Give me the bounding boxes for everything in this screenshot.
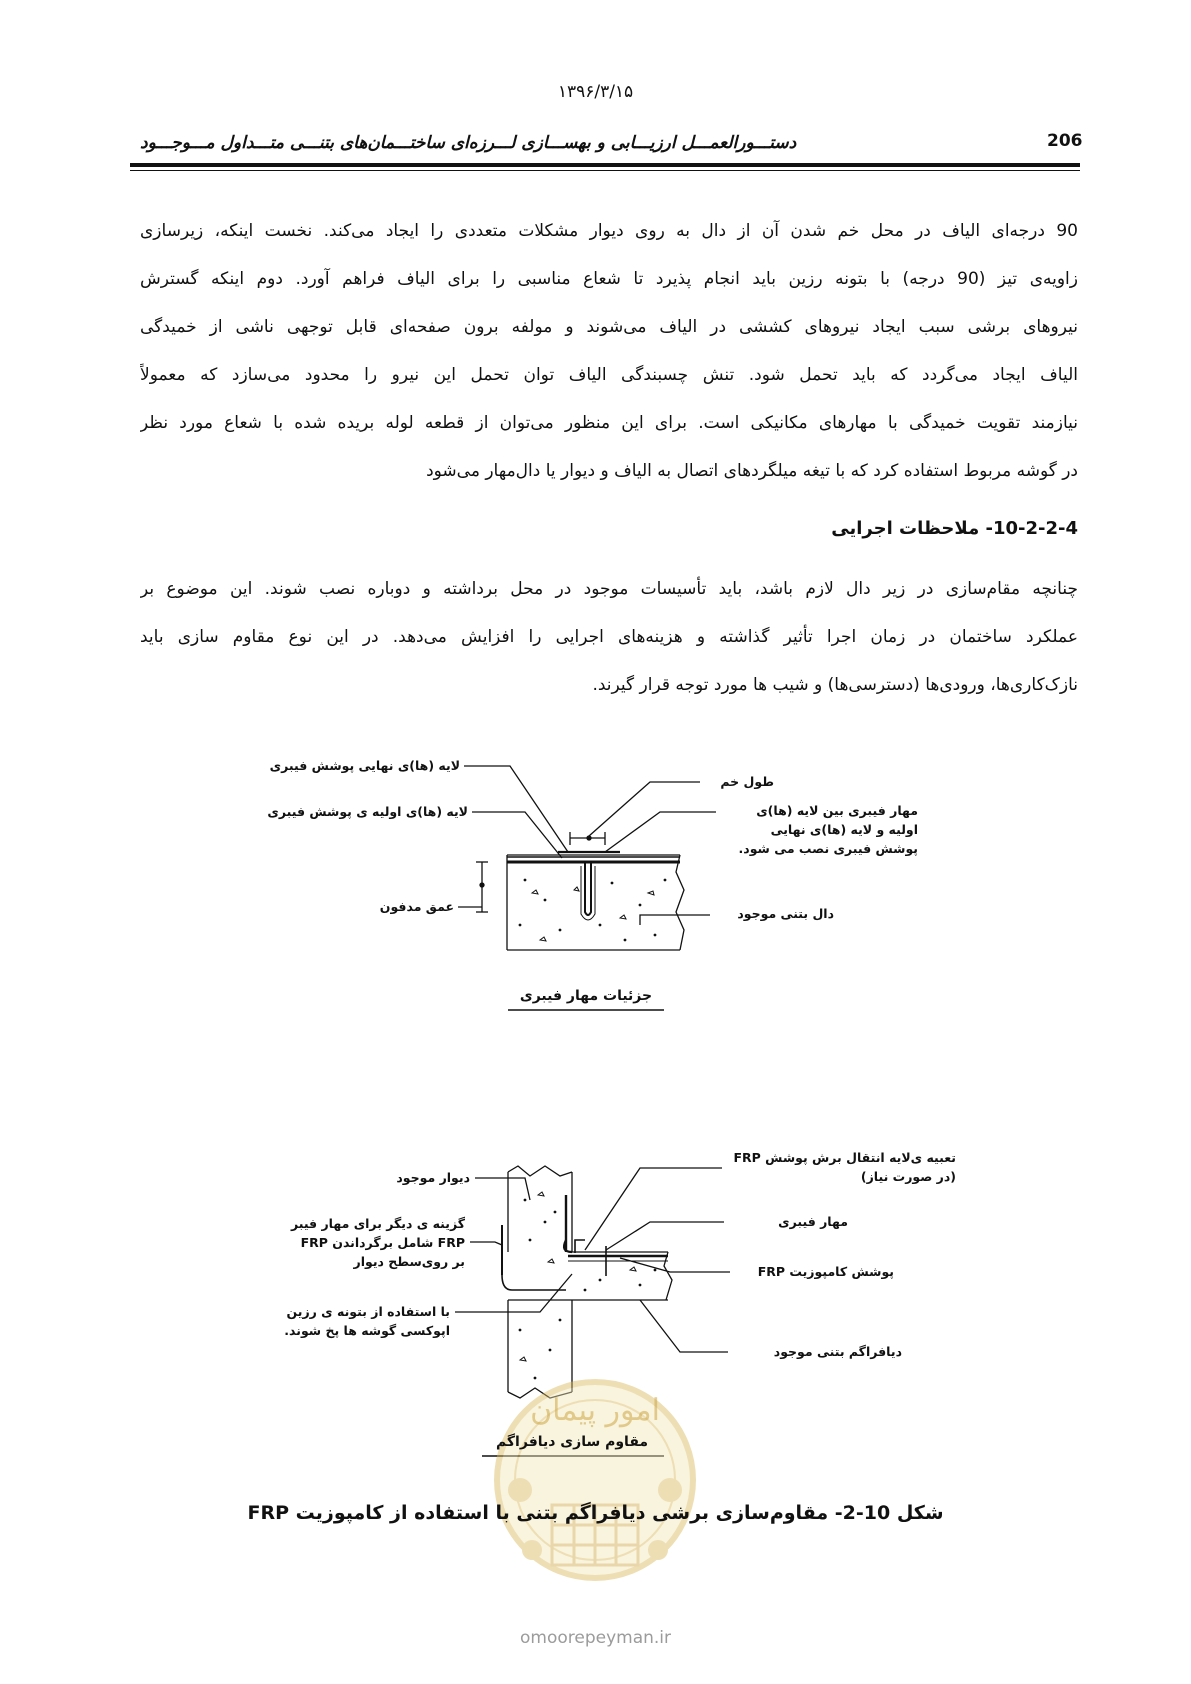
fiber-anchor-detail-drawing	[458, 766, 716, 1010]
text-line: چنانچه مقام‌سازی در زیر دال لازم باشد، باید تأسیسات موجود در محل برداشته و دوباره نصب شوند. این موضوع بر	[140, 579, 1078, 599]
label-bend-length: طول خم	[720, 774, 774, 789]
figure-caption: شکل 10-2- مقاوم‌سازی برشی دیافراگم بتنی با استفاده از کامپوزیت FRP	[247, 1502, 944, 1524]
running-title: دستـــورالعمـــل ارزیـــابی و بهســـازی لـــرزه‌ای ساختـــمان‌های بتنـــی متـــداول مـــوجـــود	[140, 133, 797, 153]
label-alt-option-2: FRP شامل برگرداندن FRP	[300, 1235, 465, 1250]
text-line: نیروهای برشی سبب ایجاد نیروهای کششی در الیاف می‌شوند و مولفه برون صفحه‌ای قابل توجهی ناشی از خمیدگی	[140, 317, 1078, 337]
page-number: 206	[1047, 131, 1083, 151]
text-line: نازک‌کاری‌ها، ورودی‌ها (دسترسی‌ها) و شیب ها مورد توجه قرار گیرند.	[592, 675, 1078, 695]
label-alt-option-1: گزینه ی دیگر برای مهار فیبر	[290, 1216, 465, 1231]
watermark-logo	[490, 1330, 700, 1630]
label-existing-slab: دال بتنی موجود	[737, 906, 834, 921]
label-epoxy-1: با استفاده از بتونه ی رزین	[286, 1304, 450, 1319]
figure2-caption: مقاوم سازی دیافراگم	[495, 1434, 649, 1450]
label-anchor-note-2: اولیه و لایه (ها)ی نهایی	[770, 822, 918, 837]
label-initial-layer: لایه (ها)ی اولیه ی پوشش فیبری	[267, 804, 468, 819]
text-line: زاویه‌ی تیز (90 درجه) با بتونه رزین باید انجام پذیرد تا شعاع مناسبی را برای الیاف فراهم آورد. دوم اینکه گسترش	[140, 269, 1078, 289]
label-anchor-note-1: مهار فیبری بین لایه (ها)ی	[756, 803, 918, 818]
label-existing-diaphragm: دیافراگم بتنی موجود	[773, 1344, 902, 1359]
label-existing-wall: دیوار موجود	[396, 1170, 470, 1185]
label-epoxy-2: اپوکسی گوشه ها پخ شوند.	[284, 1323, 450, 1338]
label-anchor-note-3: پوشش فیبری نصب می شود.	[738, 841, 918, 856]
text-line: 90 درجه‌ای الیاف در محل خم شدن آن از دال به روی دیوار مشکلات متعددی را ایجاد می‌کند. نخست اینکه، زیرسازی	[140, 221, 1078, 241]
label-shear-layer-2: (در صورت نیاز)	[860, 1169, 956, 1184]
text-line: در گوشه مربوط استفاده کرد که با تیغه میلگردهای اتصال به الیاف و دیوار یا دال‌مهار می‌شود	[426, 461, 1078, 481]
label-frp-composite: پوشش کامپوزیت FRP	[757, 1264, 894, 1279]
section-heading: 10-2-2-4- ملاحظات اجرایی	[831, 518, 1078, 539]
label-alt-option-3: بر روی‌سطح دیوار	[353, 1254, 465, 1269]
text-line: عملکرد ساختمان در زمان اجرا تأثیر گذاشته و هزینه‌های اجرایی را افزایش می‌دهد. در این نوع مقاوم سازی باید	[140, 627, 1078, 647]
label-final-layer: لایه (ها)ی نهایی پوشش فیبری	[269, 758, 460, 773]
label-fiber-anchor: مهار فیبری	[778, 1214, 848, 1229]
watermark-text: omoorepeyman.ir	[519, 1628, 672, 1648]
page-date: ۱۳۹۶/۳/۱۵	[557, 82, 634, 102]
text-line: نیازمند تقویت خمیدگی با مهارهای مکانیکی است. برای این منظور می‌توان از قطعه لوله بریده شده با شعاع مورد نظر	[140, 413, 1078, 433]
figure1-caption: جزئیات مهار فیبری	[519, 988, 653, 1004]
label-shear-layer-1: تعبیه ی‌لایه انتقال برش پوشش FRP	[733, 1150, 956, 1165]
text-line: الیاف ایجاد می‌گردد که باید تحمل شود. تنش چسبندگی الیاف توان تحمل این نیرو را محدود می‌سازد که معمولاً	[140, 365, 1078, 385]
label-embed-depth: عمق مدفون	[379, 899, 454, 914]
watermark-logo-text: امور پیمان	[530, 1393, 660, 1428]
